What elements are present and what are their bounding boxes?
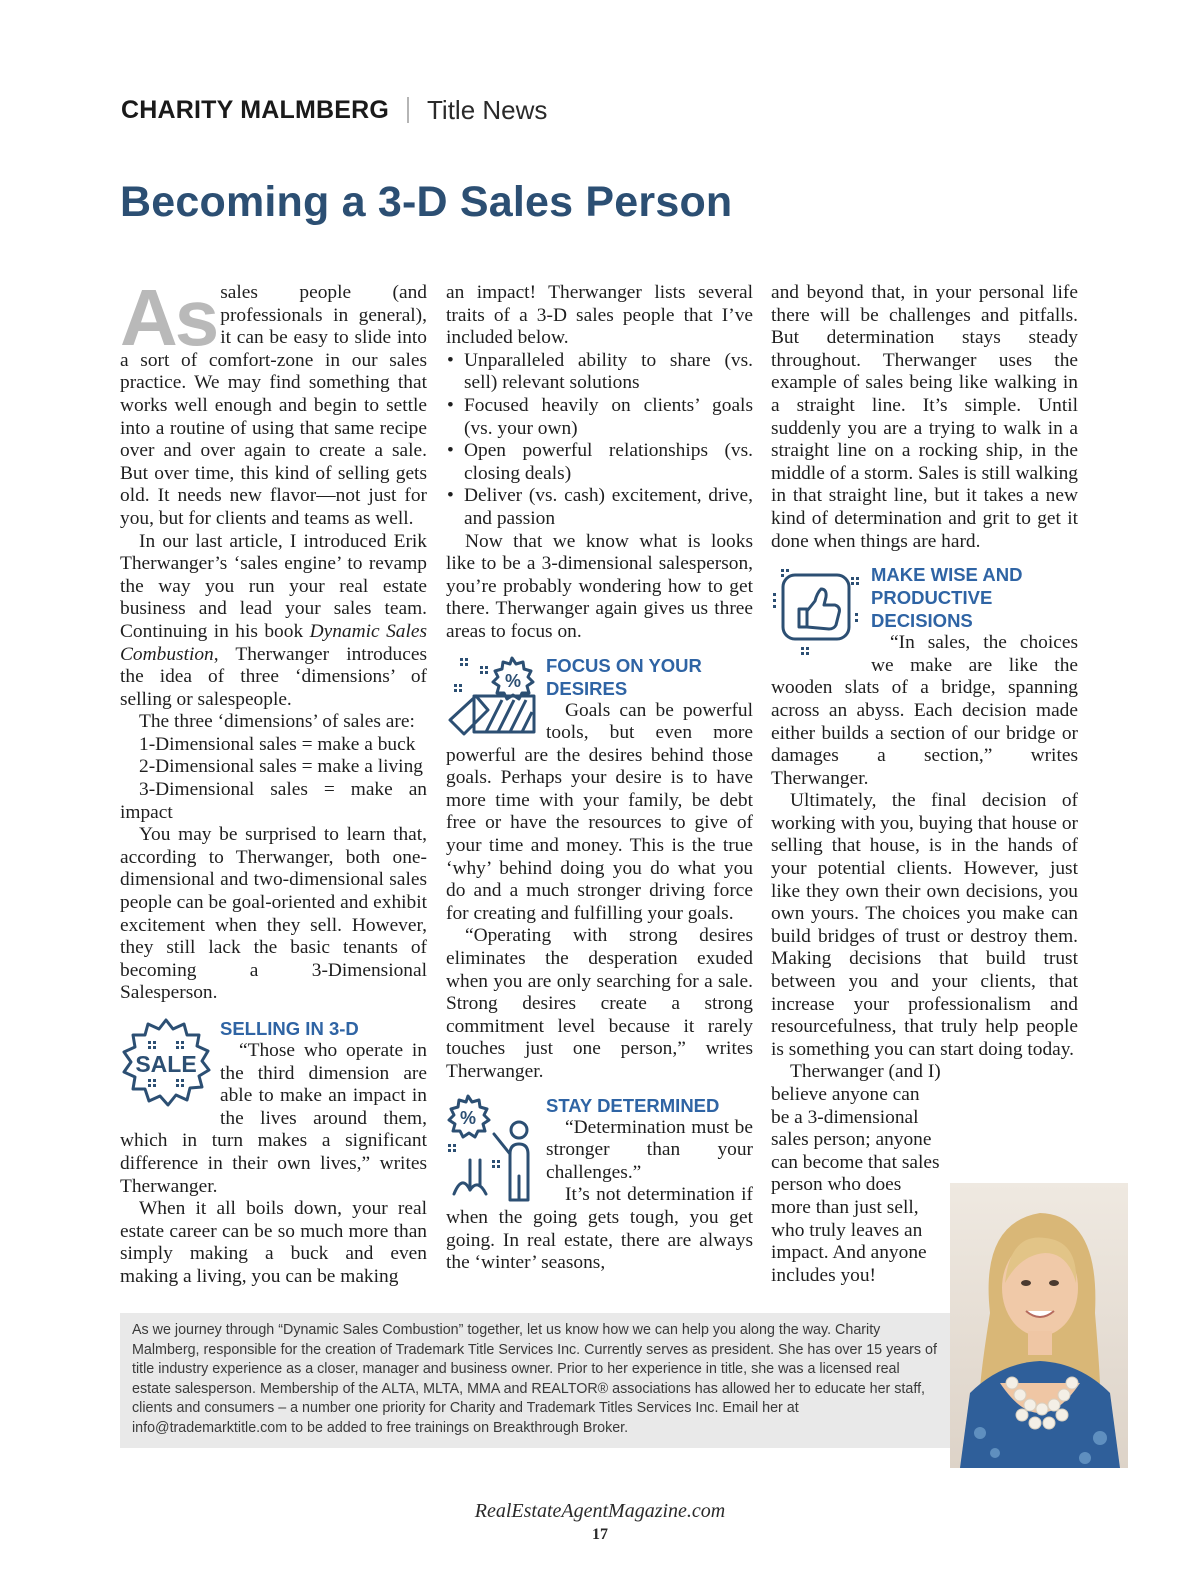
footer-site: RealEstateAgentMagazine.com [474,1500,726,1522]
svg-text:%: % [459,1107,477,1128]
paragraph: When it all boils down, your real estate career can be so much more than simply making a buck and even making a living, you can be making [120,1198,427,1287]
dimension-item: 1-Dimensional sales = make a buck [139,733,416,755]
paragraph: Goals can be powerful tools, but even more powerful are the desires behind those goals. Perhaps your desire is to have more time with your family, be debt free or have the resources to give of your time and money. This is the true ‘why’ behind doing you do what you do and a much stronger driving force for creating and fulfilling your goals. [446,699,753,924]
column-2 [446,282,753,1275]
thumbs-up-icon [771,563,863,655]
author-bio: As we journey through “Dynamic Sales Combustion” together, let us know how we can help you along the way. Charity Malmberg, responsible for the creation of Trademark Title Services Inc. Currently serves as president. She has over 15 years of title industry experience as a closer, manager and business owner. Prior to her experience in title, she was a licensed real estate salesperson. Membership of the ALTA, MLTA, MMA and REALTOR® associations has allowed her to educate her staff, clients and consumers – a number one priority for Charity and Trademark Titles Services Inc. Email her at info@trademarktitle.com to be added to free trainings on Breakthrough Broker. [120,1313,950,1448]
list-item: • Open powerful relationships (vs. closing deals) [446,440,753,485]
drop-cap: As [120,273,217,362]
list-item: • Unparalleled ability to share (vs. sell) relevant solutions [446,350,753,395]
paragraph: Now that we know what is looks like to be a 3-dimensional salesperson, you’re probably wondering how to get there. Therwanger again gives us three areas to focus on. [446,530,753,642]
svg-text:%: % [504,670,522,691]
author-photo [950,1183,1128,1468]
person-goal-icon [446,1094,538,1204]
subhead-stay-determined: STAY DETERMINED [546,1094,720,1116]
sale-badge-icon [120,1017,212,1109]
dimension-item: 3-Dimensional sales = make an impact [120,779,427,823]
paragraph: Ultimately, the final decision of working with you, buying that house or selling that house, is in the hands of your potential clients. However, just like they own their own decisions, you own yours. The choices you make can build bridges of trust or destroy them. Making decisions that build trust between you and your clients, that increase your professionalism and resourcefulness, that truly help people is something you can start doing today. [771,790,1078,1060]
page-number: 17 [592,1526,608,1543]
paragraph: “Those who operate in the third dimension are able to make an impact in the lives around them, which in turn makes a significant difference in their own lives,” writes Therwanger. [120,1040,427,1197]
paragraph: “In sales, the choices we make are like the wooden slats of a bridge, spanning across an abyss. Each decision made either builds a section of our bridge or damages a section,” writes Therwanger. [771,632,1078,789]
column-1 [120,273,427,1289]
book-title: Dynamic Sales Combustion [120,620,427,665]
paragraph: “Operating with strong desires eliminates the desperation exuded when you are only searching for a sale. Strong desires create a strong commitment level because it rarely touches just one person,” writes Therwanger. [446,925,753,1082]
paragraph: an impact! Therwanger lists several traits of a 3-D sales people that I’ve included below. [446,282,753,349]
paragraph: The three ‘dimensions’ of sales are: [139,711,415,733]
paragraph: It’s not determination if when the going gets tough, you get going. In real estate, there are always the ‘winter’ seasons, [446,1184,753,1274]
paragraph: Therwanger (and I) believe anyone can be a 3-dimensional sales person; anyone can become that sales person who does more than just sell, who truly leaves an impact. And anyone includes you! [771,1061,941,1286]
dimension-item: 2-Dimensional sales = make a living [139,756,423,778]
page-header [121,92,547,128]
traits-list [446,350,753,531]
column-3 [771,282,1078,1287]
paragraph: sales people (and professionals in general), it can be easy to slide into a sort of comfort-zone in our sales practice. We may find something that works well enough and begin to settle into a routine of using that same recipe over and over again to create a sale. But over time, this kind of selling gets old. It needs new flavor—not just for you, but for clients and teams as well. [120,282,427,529]
paragraph: “Determination must be stronger than your challenges.” [546,1116,753,1183]
paragraph: You may be surprised to learn that, according to Therwanger, both one-dimensional and two-dimensional sales people can be goal-oriented and exhibit excitement when they sell. However, they still lack the basic tenants of becoming a 3-Dimensional Salesperson. [120,824,427,1004]
header-divider [407,97,409,123]
author-name: CHARITY MALMBERG [121,95,390,124]
subhead-make-wise-decisions: MAKE WISE AND PRODUCTIVE DECISIONS [871,564,1023,632]
subhead-selling-in-3d: SELLING IN 3-D [220,1018,359,1039]
paragraph: In our last article, I introduced Erik Therwanger’s ‘sales engine’ to revamp the way you run your real estate business and lead your sales team. Continuing in his book Dynamic Sales Combustion, Therwanger introduces the idea of three ‘dimensions’ of selling or salespeople. [120,530,427,710]
subhead-focus-on-desires: FOCUS ON YOUR DESIRES [546,654,702,699]
gift-percent-icon [446,654,538,744]
svg-text:SALE: SALE [135,1051,197,1077]
article-title: Becoming a 3-D Sales Person [120,178,733,226]
list-item: • Focused heavily on clients’ goals (vs. your own) [446,395,753,440]
section-name: Title News [427,94,548,125]
list-item: • Deliver (vs. cash) excitement, drive, and passion [446,485,753,530]
paragraph: and beyond that, in your personal life there will be challenges and pitfalls. But determination stays steady throughout. Therwanger uses the example of sales being like walking in a straight line. It’s simple. Until suddenly you are a trying to walk in a straight line on a rocking ship, in the middle of a storm. Sales is still walking in that straight line, but it takes a new kind of determination and grit to get it done when things are hard. [771,282,1078,552]
